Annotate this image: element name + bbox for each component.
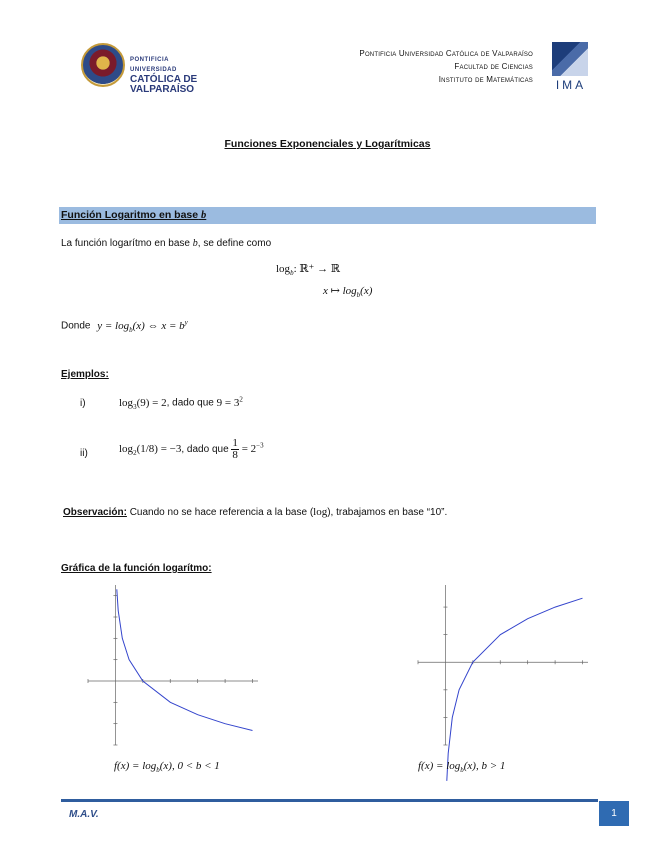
donde-expr-b: (x) ⇔ x = b bbox=[132, 319, 185, 332]
mapping-line-2 bbox=[323, 284, 372, 299]
university-seal bbox=[81, 43, 125, 87]
observation-line bbox=[63, 506, 447, 518]
footer-rule bbox=[61, 799, 598, 802]
obs-math: log bbox=[313, 506, 328, 518]
caption-right-sub: b bbox=[460, 766, 464, 775]
page-number: 1 bbox=[599, 801, 629, 826]
univ-line: CATÓLICA DE bbox=[130, 74, 198, 85]
caption-left-a: f(x) = log bbox=[114, 760, 157, 772]
defn-pre: La función logarítmo en base bbox=[61, 238, 190, 249]
example-i-marker: i) bbox=[80, 398, 86, 409]
definition-text bbox=[61, 238, 271, 249]
caption-left bbox=[114, 760, 220, 774]
series-line bbox=[117, 589, 253, 730]
ima-logo-icon bbox=[552, 42, 588, 76]
ex-ii-fraction bbox=[231, 438, 239, 461]
log-base: b bbox=[356, 291, 361, 300]
caption-left-sub: b bbox=[156, 766, 160, 775]
ex-ii-text: , dado que bbox=[181, 444, 229, 456]
log-chart-decreasing bbox=[88, 585, 258, 745]
mapping-rule: x ↦ log bbox=[323, 285, 357, 297]
ex-ii-log: log bbox=[119, 443, 134, 456]
log-chart-increasing bbox=[418, 585, 588, 745]
example-ii-marker: ii) bbox=[80, 448, 88, 459]
ima-logo-text: IMA bbox=[555, 78, 587, 92]
ex-i-arg: (9) = 2 bbox=[136, 396, 167, 409]
defn-var: b bbox=[192, 238, 198, 249]
ex-i-text: , dado que bbox=[166, 397, 214, 409]
obs-label: Observación: bbox=[63, 507, 127, 518]
mapping-domain: : ℝ⁺ → ℝ bbox=[293, 263, 340, 275]
ex-i-base: 3 bbox=[133, 402, 137, 411]
ex-ii-den: 8 bbox=[232, 449, 238, 461]
donde-expr-a: y = log bbox=[97, 319, 130, 332]
univ-line: VALPARAÍSO bbox=[130, 84, 195, 95]
univ-line: UNIVERSIDAD bbox=[130, 67, 177, 73]
inst-line: Facultad de Ciencias bbox=[454, 62, 533, 71]
footer-author: M.A.V. bbox=[69, 809, 99, 820]
obs-post: ), trabajamos en base “10”. bbox=[327, 507, 448, 518]
caption-right bbox=[418, 760, 505, 774]
mapping-arg: (x) bbox=[360, 285, 373, 297]
page-title: Funciones Exponenciales y Logarítmicas bbox=[224, 138, 431, 150]
inst-line: Instituto de Matemáticas bbox=[438, 75, 533, 84]
caption-left-b: (x), 0 < b < 1 bbox=[159, 760, 220, 772]
series-line bbox=[447, 598, 583, 781]
defn-post: , se define como bbox=[197, 238, 272, 249]
ex-i-rhs: 9 = 3 bbox=[216, 396, 240, 409]
ex-i-sup: 2 bbox=[239, 395, 243, 403]
obs-pre: Cuando no se hace referencia a la base ( bbox=[129, 507, 314, 518]
mapping-line-1 bbox=[276, 262, 340, 277]
section-heading bbox=[61, 209, 206, 221]
caption-right-b: (x), b > 1 bbox=[463, 760, 506, 772]
univ-line: PONTIFICIA bbox=[130, 57, 169, 63]
section-label: Función Logaritmo en base bbox=[61, 209, 199, 221]
institution-block bbox=[359, 47, 533, 86]
example-i bbox=[119, 395, 243, 411]
example-ii bbox=[119, 438, 264, 461]
caption-right-a: f(x) = log bbox=[418, 760, 461, 772]
ex-ii-num: 1 bbox=[232, 437, 238, 449]
ex-ii-rhs: = 2 bbox=[241, 443, 257, 456]
log-text: log bbox=[276, 263, 291, 275]
section-var: b bbox=[201, 210, 207, 221]
ex-ii-sup: −3 bbox=[256, 441, 264, 450]
donde-sup: y bbox=[184, 318, 188, 326]
grafica-heading: Gráfica de la función logarítmo: bbox=[61, 563, 212, 574]
log-base: b bbox=[290, 269, 294, 278]
ex-i-log: log bbox=[119, 396, 134, 409]
donde-sub: b bbox=[129, 325, 133, 334]
ex-ii-arg: (1/8) = −3 bbox=[136, 443, 182, 456]
donde-line bbox=[61, 318, 188, 334]
ejemplos-heading: Ejemplos: bbox=[61, 369, 109, 380]
inst-line: Pontificia Universidad Católica de Valparaíso bbox=[359, 49, 533, 58]
ex-ii-base: 2 bbox=[133, 449, 137, 458]
donde-label: Donde bbox=[61, 320, 91, 332]
university-name bbox=[130, 55, 197, 95]
